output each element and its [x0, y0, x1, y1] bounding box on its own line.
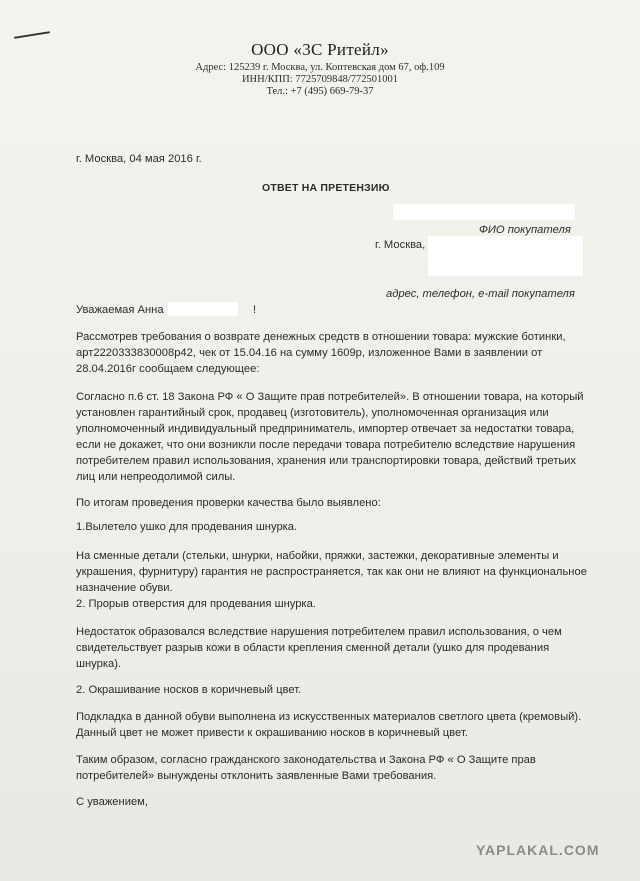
text-line: украшения, фурнитуру) гарантия не распространяется, так как они не влияют на функциональное — [76, 566, 587, 578]
text-line: 28.04.2016г сообщаем следующее: — [76, 363, 260, 375]
contacts-label: адрес, телефон, e-mail покупателя — [386, 288, 575, 300]
greeting-suffix: ! — [253, 304, 257, 316]
text-line: арт2220333830008р42, чек от 15.04.16 на сумму 1609р, изложенное Вами в заявлении от — [76, 347, 543, 359]
document-title: ОТВЕТ НА ПРЕТЕНЗИЮ — [262, 182, 390, 194]
redacted-surname — [168, 302, 238, 316]
text-line: На сменные детали (стельки, шнурки, набойки, пряжки, застежки, декоративные элементы и — [76, 550, 559, 562]
place-date: г. Москва, 04 мая 2016 г. — [76, 153, 202, 165]
company-inn-kpp: ИНН/КПП: 7725709848/772501001 — [241, 74, 399, 85]
text-line: шнурка). — [76, 658, 122, 670]
text-line: Рассмотрев требования о возврате денежных средств в отношении товара: мужские ботинки, — [76, 331, 566, 343]
text-line: установлен гарантийный срок, продавец (изготовитель), уполномоченная организация или — [76, 407, 549, 419]
text-line: лиц или непреодолимой силы. — [76, 471, 236, 483]
greeting-prefix: Уважаемая Анна — [76, 304, 164, 316]
redacted-buyer-address — [428, 236, 583, 276]
text-line: Таким образом, согласно гражданского законодательства и Закона РФ « О Защите прав — [76, 754, 536, 766]
text-line: По итогам проведения проверки качества было выявлено: — [76, 497, 381, 509]
buyer-city: г. Москва, — [375, 239, 426, 251]
text-line: Подкладка в данной обуви выполнена из искусственных материалов светлого цвета (кремовый). — [76, 711, 582, 723]
text-line: Данный цвет не может привести к окрашиванию носков в коричневый цвет. — [76, 727, 468, 739]
text-line: 2. Прорыв отверстия для продевания шнурка. — [76, 598, 316, 610]
text-line: 1.Вылетело ушко для продевания шнурка. — [76, 521, 298, 533]
text-line: назначение обуви. — [76, 582, 173, 594]
company-address: Адрес: 125239 г. Москва, ул. Коптевская дом 67, оф.109 — [195, 62, 445, 73]
text-line: уполномоченный индивидуальный предприниматель, импортер отвечает за недостатки товара, — [76, 423, 575, 435]
text-line: потребителем правил использования, хранения или транспортировки товара, действий третьих — [76, 455, 577, 467]
company-name: ООО «3С Ритейл» — [251, 40, 389, 59]
text-line: Недостаток образовался вследствие нарушения потребителем правил использования, о чем — [76, 626, 562, 638]
closing: С уважением, — [76, 796, 148, 808]
company-phone: Тел.: +7 (495) 669-79-37 — [266, 86, 374, 97]
fio-label: ФИО покупателя — [479, 224, 571, 236]
text-line: Согласно п.6 ст. 18 Закона РФ « О Защите прав потребителей». В отношении товара, на который — [76, 391, 584, 403]
watermark: YAPLAKAL.COM — [476, 842, 600, 858]
redacted-buyer-name — [393, 204, 575, 220]
pen-mark — [14, 31, 50, 39]
text-line: потребителей» вынуждены отклонить заявленные Вами требования. — [76, 770, 437, 782]
text-line: 2. Окрашивание носков в коричневый цвет. — [76, 684, 302, 696]
text-line: если не докажет, что они возникли после передачи товара потребителю вследствие нарушения — [76, 439, 576, 451]
text-line: свидетельствует разрыв кожи в области крепления сменной детали (ушко для продевания — [76, 642, 550, 654]
